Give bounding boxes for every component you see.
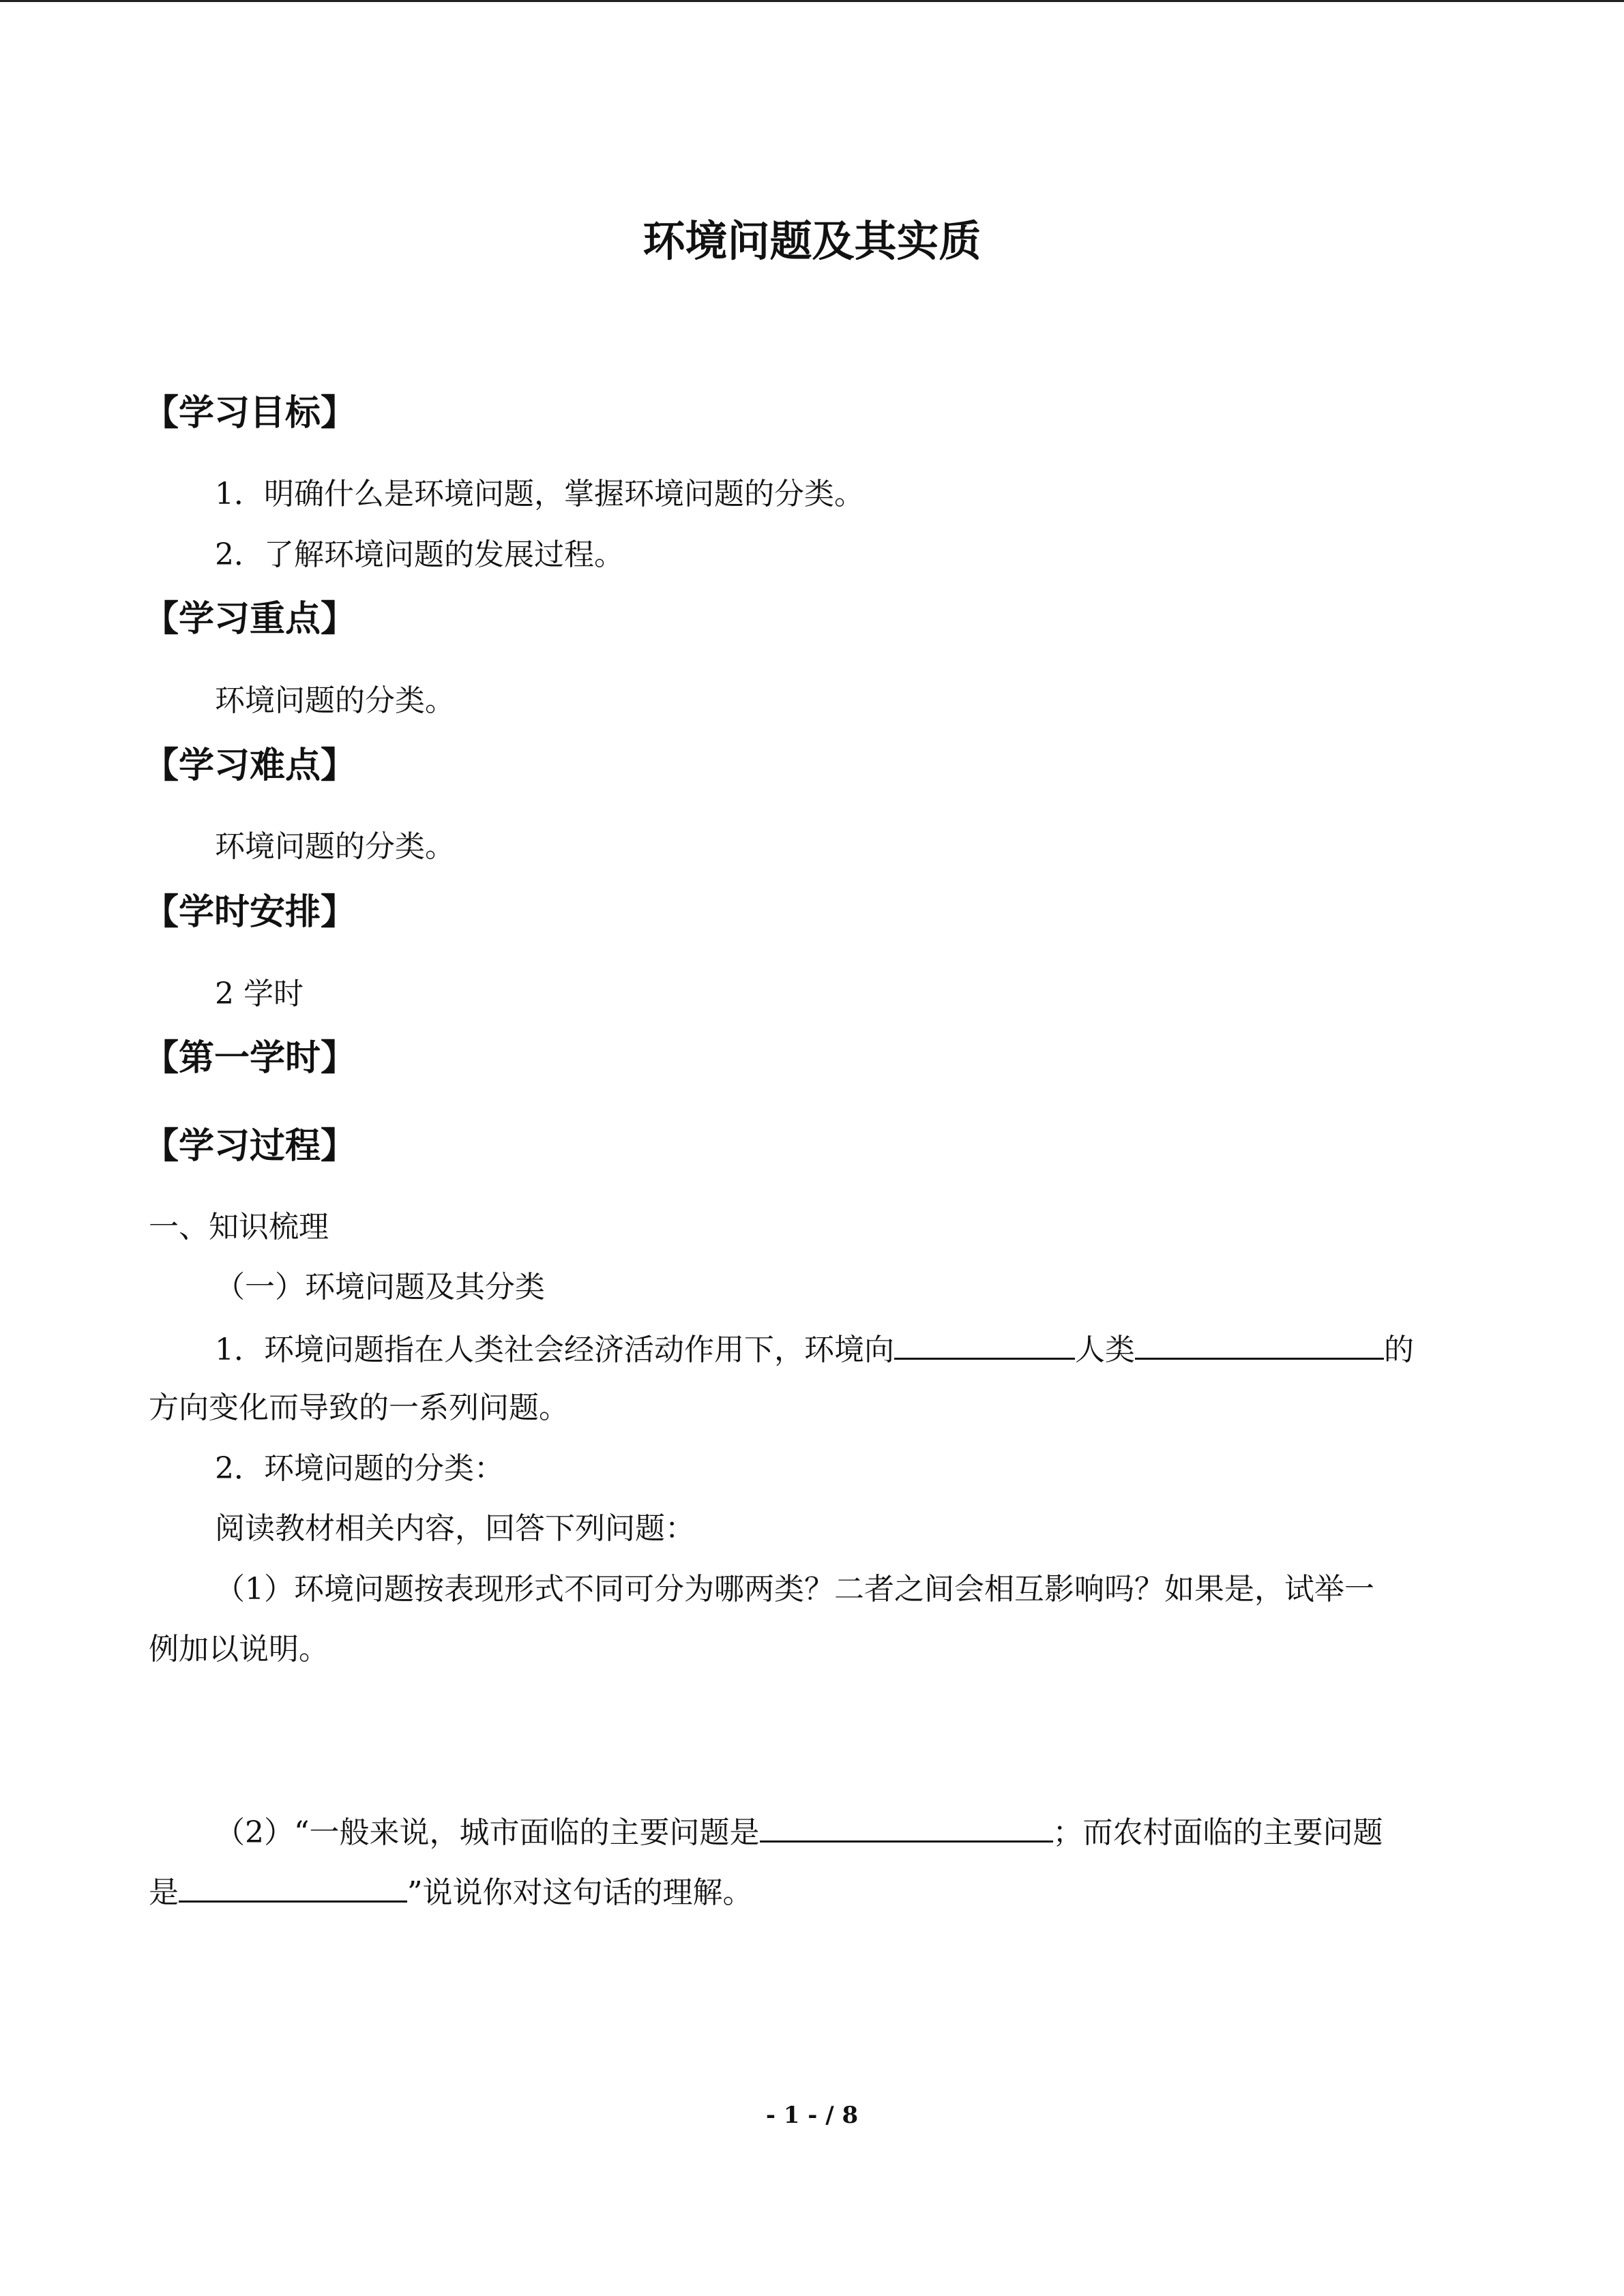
- q1-text-a: 1．环境问题指在人类社会经济活动作用下，环境向: [215, 1332, 894, 1367]
- heading-learning-goals: 【学习目标】: [143, 392, 357, 434]
- question-2-2-line-1: [215, 1810, 1383, 1853]
- fill-blank-4[interactable]: [179, 1870, 407, 1903]
- question-1-line-1: [215, 1328, 1414, 1371]
- q1-text-c: 的: [1384, 1332, 1414, 1367]
- q2-2-text-a: （2）“一般来说，城市面临的主要问题是: [215, 1815, 760, 1850]
- q2-2-text-b: ；而农村面临的主要问题: [1052, 1815, 1383, 1850]
- q2-2-text-c: 是: [149, 1875, 179, 1910]
- page-top-border: [0, 0, 1624, 2]
- part1-title: 一、知识梳理: [149, 1210, 329, 1244]
- heading-first-period: 【第一学时】: [143, 1037, 357, 1079]
- question-1-line-2: 方向变化而导致的一系列问题。: [149, 1390, 569, 1425]
- question-2-1-line-2: 例加以说明。: [149, 1632, 329, 1667]
- q2-2-text-d: ”说说你对这句话的理解。: [407, 1875, 753, 1910]
- document-title: 环境问题及其实质: [643, 216, 981, 266]
- reading-instruction: 阅读教材相关内容，回答下列问题：: [215, 1511, 695, 1546]
- fill-blank-3[interactable]: [760, 1810, 1053, 1843]
- fill-blank-1[interactable]: [894, 1328, 1075, 1360]
- heading-difficulties: 【学习难点】: [143, 745, 357, 786]
- q1-text-b: 人类: [1075, 1332, 1135, 1367]
- goal-item-1: 1．明确什么是环境问题，掌握环境问题的分类。: [215, 477, 864, 511]
- page-number: - 1 - / 8: [765, 2102, 859, 2129]
- difficulties-text: 环境问题的分类。: [215, 829, 455, 864]
- heading-schedule: 【学时安排】: [143, 891, 357, 933]
- question-2-title: 2．环境问题的分类：: [215, 1451, 504, 1486]
- question-2-1-line-1: （1）环境问题按表现形式不同可分为哪两类？二者之间会相互影响吗？如果是，试举一: [215, 1572, 1374, 1607]
- goal-item-2: 2．了解环境问题的发展过程。: [215, 537, 624, 572]
- fill-blank-2[interactable]: [1135, 1328, 1384, 1360]
- question-2-2-line-2: [149, 1870, 753, 1913]
- key-points-text: 环境问题的分类。: [215, 683, 455, 718]
- schedule-text: 2 学时: [215, 976, 304, 1011]
- heading-learning-process: 【学习过程】: [143, 1125, 357, 1167]
- heading-key-points: 【学习重点】: [143, 598, 357, 640]
- sub-section-title: （一）环境问题及其分类: [215, 1270, 545, 1304]
